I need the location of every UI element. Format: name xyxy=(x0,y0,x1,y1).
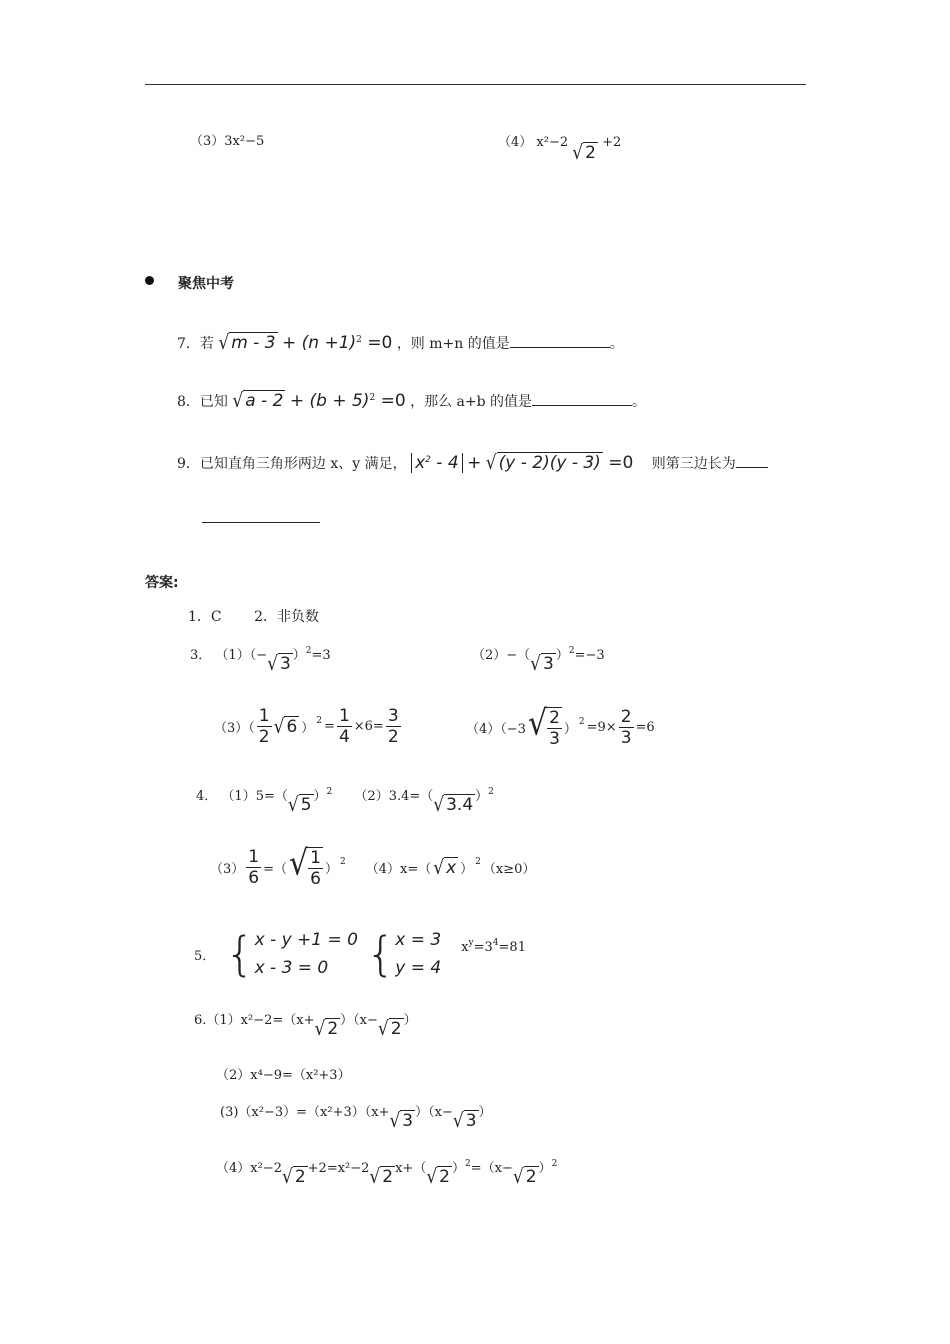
q8-suffix: ，那么 a+b 的值是 xyxy=(410,394,533,410)
q7-radicand: m - 3 xyxy=(231,333,276,353)
question-7 xyxy=(177,332,624,353)
sqrt-radicand: 2 xyxy=(439,1167,450,1187)
fraction-den: 3 xyxy=(549,729,560,749)
answer-3-1-paren: ） xyxy=(292,648,306,663)
sqrt-radicand: 2 xyxy=(382,1167,394,1187)
top-item-3-text: （3）3x²−5 xyxy=(190,134,265,149)
answer-4-3-exp: 2 xyxy=(339,856,346,867)
q9-answer-blank[interactable] xyxy=(736,467,768,468)
question-8 xyxy=(177,390,646,411)
answer-6-4-text: （4）x²−2 xyxy=(216,1161,282,1176)
result-exp: y xyxy=(468,937,474,948)
top-item-4-tail: +2 xyxy=(602,135,622,150)
sqrt-radicand: 3 xyxy=(279,654,291,674)
answer-4-1 xyxy=(196,784,494,817)
answer-1-2 xyxy=(188,606,319,626)
q7-prefix: 7．若 xyxy=(177,336,214,352)
answer-6-4 xyxy=(216,1156,558,1189)
answer-3-3-eq: = xyxy=(324,719,335,734)
result-base: x xyxy=(461,939,469,955)
sqrt-expression: √ 3 xyxy=(389,1109,414,1133)
sqrt-radicand: 5 xyxy=(300,795,312,815)
sqrt-radicand: 2 xyxy=(390,1019,402,1039)
fraction-den: 4 xyxy=(338,727,350,747)
answer-3-4-exp: 2 xyxy=(578,716,585,727)
answer-6-4-paren-end: ） xyxy=(538,1161,552,1176)
q8-sqrt: √ a - 2 xyxy=(232,389,284,413)
equation-system-2 xyxy=(395,926,441,982)
q9-answer-blank-continued[interactable] xyxy=(202,508,320,527)
answer-6-3-text: (3)（x²−3）=（x²+3）（x+ xyxy=(220,1105,390,1120)
answer-6-4-exp: 2 xyxy=(465,1159,471,1169)
answer-3-3-paren: ） xyxy=(301,721,315,736)
q8-exponent: 2 xyxy=(369,393,376,403)
sqrt-radicand: 3 xyxy=(402,1111,414,1131)
q8-radicand: a - 2 xyxy=(245,391,284,411)
answer-6-4-paren: ） xyxy=(452,1161,466,1176)
sqrt-radicand: 3 xyxy=(465,1111,477,1131)
answer-4-4-text: （4）x=（ xyxy=(365,862,432,877)
q8-equals: =0 xyxy=(375,391,406,411)
answer-6-3-end: ） xyxy=(478,1105,492,1120)
answer-4-1-exp: 2 xyxy=(326,787,333,797)
fraction-den: 3 xyxy=(620,728,632,748)
fraction xyxy=(257,706,272,747)
top-item-4-text: （4） x²−2 xyxy=(498,135,569,150)
answer-3-1-text: （1）（− xyxy=(215,648,268,663)
equation-system-1 xyxy=(255,926,358,982)
sqrt-fraction: √ $\frac{2}{3}$ xyxy=(527,703,560,749)
q7-sqrt: √ m - 3 xyxy=(218,331,276,355)
q7-end: 。 xyxy=(609,336,624,352)
sqrt-radicand: 2 xyxy=(525,1167,537,1187)
q9-prefix: 9．已知直角三角形两边 x、y 满足， xyxy=(177,456,407,472)
q7-suffix: ，则 m+n 的值是 xyxy=(396,336,510,352)
q8-end: 。 xyxy=(632,394,647,410)
sqrt-expression: √ 3 xyxy=(267,652,291,676)
sqrt-expression: √ 2 xyxy=(281,1165,306,1189)
answer-6-1 xyxy=(194,1008,417,1041)
q8-answer-blank[interactable] xyxy=(532,405,632,406)
answer-4-2-text: （2）3.4=（ xyxy=(354,789,434,804)
answer-4-1-paren: ） xyxy=(313,789,327,804)
q7-exponent: 2 xyxy=(356,335,362,345)
answer-6-2: （2）x⁴−9=（x²+3） xyxy=(216,1068,351,1083)
q9-blank-line[interactable] xyxy=(202,508,320,523)
fraction xyxy=(337,706,352,747)
q8-term: + (b + 5) xyxy=(289,391,370,411)
q9-abs-const: - 4 xyxy=(430,453,459,473)
answer-4-2-exp: 2 xyxy=(488,787,494,797)
answer-4-4-exp: 2 xyxy=(475,856,481,867)
result-value: =81 xyxy=(498,939,526,955)
fraction xyxy=(386,706,401,747)
answer-4-2-paren: ） xyxy=(475,789,489,804)
result-mid: =3 xyxy=(473,939,493,955)
fraction-num: 2 xyxy=(549,708,560,728)
sqrt-expression: √ 3 xyxy=(452,1109,477,1133)
answer-6-4-exp-end: 2 xyxy=(551,1159,558,1169)
q9-sqrt: √ (y - 2)(y - 3) xyxy=(485,451,601,475)
answer-6-3 xyxy=(220,1100,492,1133)
q7-answer-blank[interactable] xyxy=(510,347,610,348)
answer-3-1-exp: 2 xyxy=(305,646,312,656)
answer-4-4-paren: ） xyxy=(460,862,474,877)
sqrt-radicand: 2 xyxy=(294,1167,306,1187)
answer-4-4-condition: （x≥0） xyxy=(482,862,536,877)
fraction-den: 2 xyxy=(258,727,270,747)
sqrt-expression: √ 6 xyxy=(273,715,298,739)
answer-4-3-paren: ） xyxy=(324,862,338,877)
sqrt-expression: √ 2 xyxy=(426,1165,450,1189)
answer-4-3-eq: =（ xyxy=(263,862,288,877)
answer-6-4-eq: =（x− xyxy=(470,1161,513,1176)
q9-equals: =0 xyxy=(602,453,634,473)
sqrt-expression: √ 2 xyxy=(572,141,596,165)
result-mid-exp: 4 xyxy=(492,937,499,948)
answer-6-4-mid: +2=x²−2 xyxy=(307,1161,370,1176)
system-1-line-2: x - 3 = 0 xyxy=(254,958,329,978)
q7-term: + (n +1) xyxy=(282,333,357,353)
sqrt-expression: √ x xyxy=(433,856,457,880)
answer-3-4 xyxy=(466,703,655,749)
sqrt-radicand: 2 xyxy=(585,143,596,163)
answer-6-4-x: x+（ xyxy=(395,1161,427,1176)
q9-abs-exponent: 2 xyxy=(425,455,431,465)
system-1-line-1: x - y +1 = 0 xyxy=(254,930,358,950)
header-rule xyxy=(145,84,806,85)
answer-3-4-text: （4）（−3 xyxy=(466,722,526,737)
sqrt-expression: √ 3.4 xyxy=(433,793,474,817)
sqrt-radicand: 2 xyxy=(327,1019,339,1039)
answer-4-3 xyxy=(210,843,536,889)
q9-suffix: 则第三边长为 xyxy=(651,456,736,472)
answer-3-2-paren: ） xyxy=(555,648,569,663)
answer-5 xyxy=(194,926,526,982)
section-title: 聚焦中考 xyxy=(178,276,234,292)
fraction-den: 6 xyxy=(310,869,321,889)
fraction-num: 1 xyxy=(258,706,270,726)
answer-6-1-text: 6.（1）x²−2=（x+ xyxy=(194,1013,315,1028)
answer-3-4-result: =6 xyxy=(635,720,655,735)
answer-5-result xyxy=(461,937,526,955)
answer-3-3-exp: 2 xyxy=(316,715,323,726)
answer-2: 2．非负数 xyxy=(254,609,319,625)
q7-equals: =0 xyxy=(361,333,393,353)
top-item-3 xyxy=(190,130,264,149)
answer-6-1-mid: ）（x− xyxy=(340,1013,378,1028)
answer-3-3-text: （3）（ xyxy=(214,721,255,736)
fraction-num: 2 xyxy=(620,707,632,727)
answer-3-2-text: （2）−（ xyxy=(472,648,531,663)
q9-absolute-value xyxy=(411,453,463,473)
sqrt-radicand: 3.4 xyxy=(446,795,474,815)
sqrt-radicand: x xyxy=(446,858,457,878)
sqrt-radicand: 3 xyxy=(543,654,554,674)
answer-3-2-result: =−3 xyxy=(574,648,605,663)
q9-radicand: (y - 2)(y - 3) xyxy=(498,453,601,473)
fraction-num: 1 xyxy=(338,706,350,726)
answer-3-2-exp: 2 xyxy=(568,646,575,656)
fraction xyxy=(619,707,634,748)
sqrt-expression: √ 2 xyxy=(369,1165,394,1189)
answer-4-3-text: （3） xyxy=(210,862,245,877)
answer-6-3-mid: ）（x− xyxy=(415,1105,453,1120)
system-2-line-1: x = 3 xyxy=(395,930,442,950)
answer-6-1-end: ） xyxy=(403,1013,417,1028)
answer-3-2 xyxy=(472,643,605,676)
answer-3-1-result: =3 xyxy=(311,648,331,663)
fraction-num: 1 xyxy=(310,848,321,868)
top-item-4 xyxy=(498,130,622,165)
answer-4-1-text: （1）5=（ xyxy=(221,789,288,804)
q8-prefix: 8．已知 xyxy=(177,394,228,410)
answer-3-label: 3． xyxy=(190,648,212,663)
question-9 xyxy=(177,452,768,473)
bullet-icon xyxy=(145,276,154,285)
fraction-num: 1 xyxy=(248,847,260,867)
sqrt-expression: √ 3 xyxy=(530,652,554,676)
q9-plus: + xyxy=(467,453,482,473)
answer-3-3 xyxy=(214,706,401,747)
left-brace-icon: { xyxy=(365,927,396,981)
sqrt-expression: √ 2 xyxy=(314,1017,339,1041)
answer-1: 1．C xyxy=(188,609,222,625)
answer-3-4-eq: =9× xyxy=(586,720,617,735)
fraction-num: 3 xyxy=(387,706,399,726)
sqrt-expression: √ 2 xyxy=(377,1017,402,1041)
answer-4-label: 4． xyxy=(196,789,218,804)
fraction-den: 2 xyxy=(387,727,399,747)
answers-title: 答案: xyxy=(145,575,179,591)
answer-5-label: 5． xyxy=(194,948,216,964)
sqrt-fraction: √ $\frac{1}{6}$ xyxy=(289,843,321,889)
sqrt-radicand: 6 xyxy=(286,717,298,737)
q9-abs-var: x xyxy=(415,453,426,473)
answer-3-3-mult: ×6= xyxy=(353,719,384,734)
sqrt-expression: √ 2 xyxy=(512,1165,537,1189)
answer-3-4-paren: ） xyxy=(563,722,577,737)
left-brace-icon: { xyxy=(225,927,255,981)
system-2-line-2: y = 4 xyxy=(395,958,442,978)
fraction-den: 6 xyxy=(248,868,260,888)
sqrt-expression: √ 5 xyxy=(287,793,312,817)
answer-3-1 xyxy=(190,643,331,676)
fraction xyxy=(246,847,261,888)
